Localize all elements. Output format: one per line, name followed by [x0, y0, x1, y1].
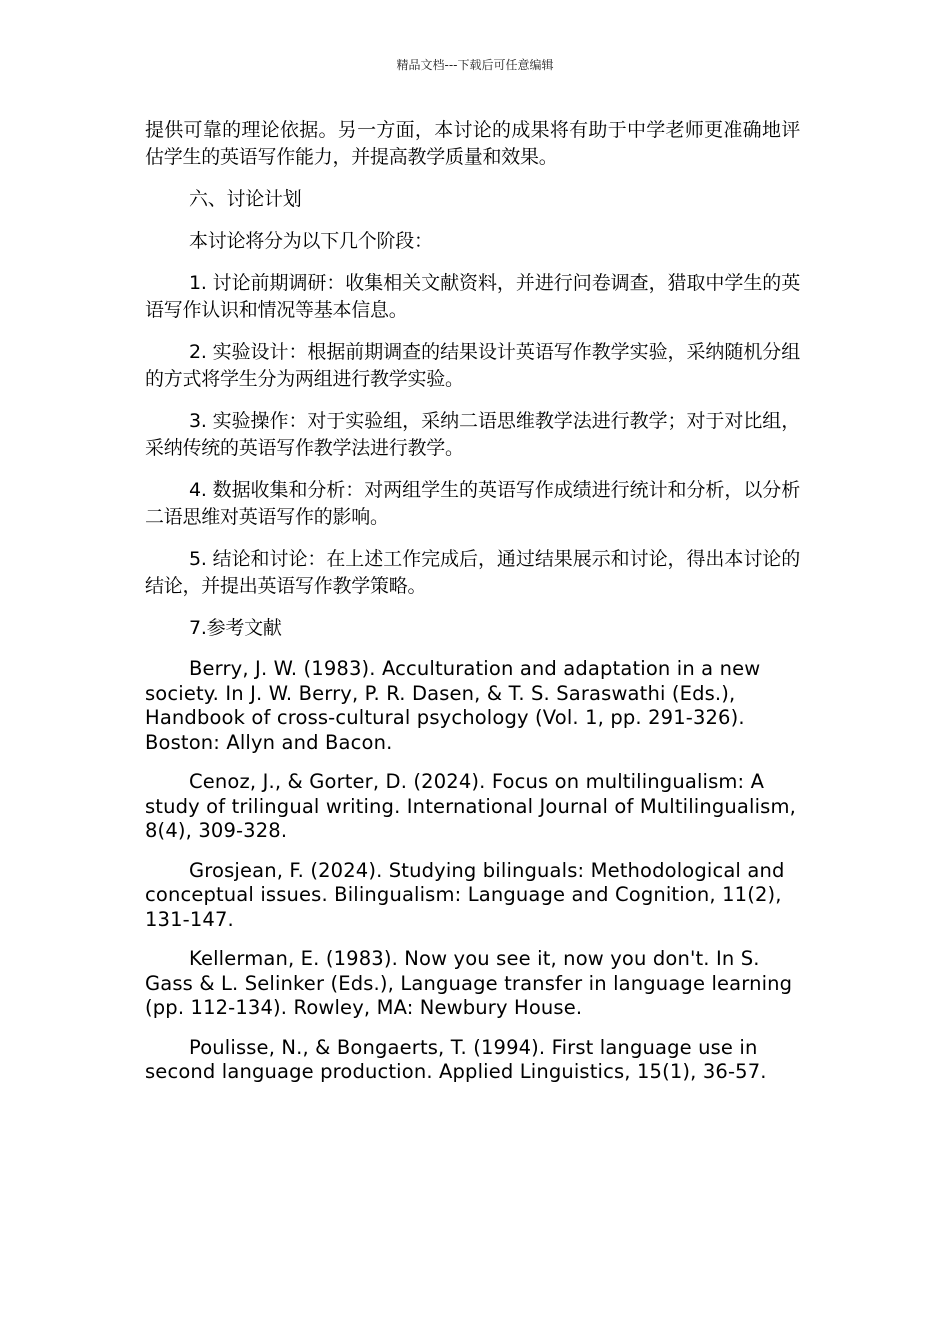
reference-item-grosjean: Grosjean, F. (2024). Studying bilinguals: Methodological and conceptual issues. Bilingualism: Language and Cognition, 11(2), 131-147.	[145, 858, 785, 931]
stages-intro-paragraph: 本讨论将分为以下几个阶段：	[189, 230, 433, 252]
page-header: 精品文档---下载后可任意编辑	[396, 58, 554, 72]
stage-item-4: 4. 数据收集和分析：对两组学生的英语写作成绩进行统计和分析，以分析二语思维对英语写作的影响。	[145, 479, 800, 528]
stage-item-1: 1. 讨论前期调研：收集相关文献资料，并进行问卷调查，猎取中学生的英语写作认识和情况等基本信息。	[145, 272, 800, 321]
stage-item-2: 2. 实验设计：根据前期调查的结果设计英语写作教学实验，采纳随机分组的方式将学生分为两组进行教学实验。	[145, 341, 800, 390]
section-6-heading: 六、讨论计划	[189, 188, 302, 210]
stage-item-5: 5. 结论和讨论：在上述工作完成后，通过结果展示和讨论，得出本讨论的结论，并提出英语写作教学策略。	[145, 548, 800, 597]
document-body	[145, 117, 800, 1100]
reference-item-berry: Berry, J. W. (1983). Acculturation and adaptation in a new society. In J. W. Berry, P. R. Dasen, & T. S. Saraswathi (Eds.), Handbook of cross-cultural psychology (Vol. 1, pp. 291-326). Boston: Allyn and Bacon.	[145, 657, 761, 754]
intro-continuation-paragraph: 提供可靠的理论依据。另一方面，本讨论的成果将有助于中学老师更准确地评估学生的英语写作能力，并提高教学质量和效果。	[145, 119, 800, 168]
references-heading: 7.参考文献	[189, 617, 282, 639]
stage-item-3: 3. 实验操作：对于实验组，采纳二语思维教学法进行教学；对于对比组，采纳传统的英语写作教学法进行教学。	[145, 410, 800, 459]
reference-item-poulisse: Poulisse, N., & Bongaerts, T. (1994). First language use in second language production. Applied Linguistics, 15(1), 36-57.	[145, 1035, 767, 1083]
reference-item-kellerman: Kellerman, E. (1983). Now you see it, now you don't. In S. Gass & L. Selinker (Eds.), Language transfer in language learning (pp. 112-134). Rowley, MA: Newbury House.	[145, 947, 793, 1019]
reference-item-cenoz: Cenoz, J., & Gorter, D. (2024). Focus on multilingualism: A study of trilingual writing. International Journal of Multilingualism, 8(4), 309-328.	[145, 770, 796, 842]
